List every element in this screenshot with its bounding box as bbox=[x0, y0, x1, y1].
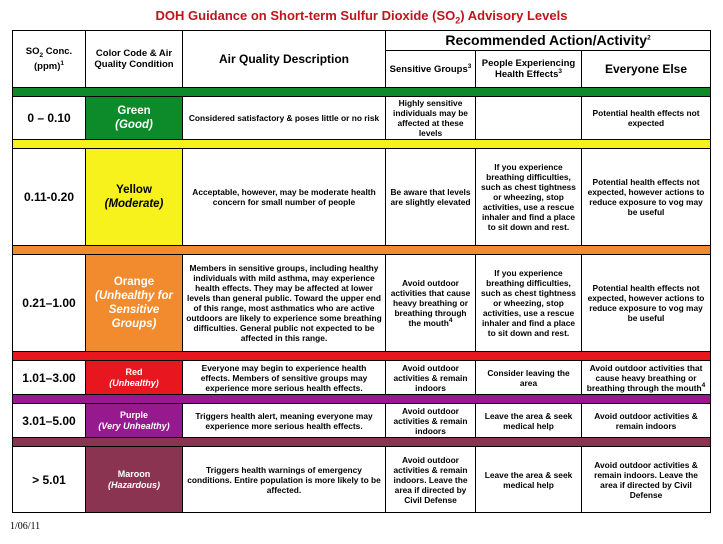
everyone-cell: Potential health effects not expected bbox=[582, 97, 711, 140]
sensitive-cell: Avoid outdoor activities that cause heavy breathing or breathing through the mouth$^4$ bbox=[386, 255, 476, 352]
color-stripe bbox=[13, 395, 711, 404]
everyone-cell: Avoid outdoor activities that cause heavy breathing or breathing through the mouth$^4$ bbox=[582, 361, 711, 395]
table-row bbox=[13, 447, 711, 513]
sensitive-cell: Avoid outdoor activities & remain indoors bbox=[386, 361, 476, 395]
people-cell: Leave the area & seek medical help bbox=[476, 404, 582, 438]
concentration-cell: 3.01–5.00 bbox=[13, 404, 86, 438]
sensitive-cell: Avoid outdoor activities & remain indoors. Leave the area if directed by Civil Defense bbox=[386, 447, 476, 513]
sensitive-cell: Be aware that levels are slightly elevated bbox=[386, 149, 476, 246]
everyone-cell: Avoid outdoor activities & remain indoors. Leave the area if directed by Civil Defense bbox=[582, 447, 711, 513]
color-stripe bbox=[13, 438, 711, 447]
concentration-cell: 0.11-0.20 bbox=[13, 149, 86, 246]
page-title: DOH Guidance on Short-term Sulfur Dioxide $(SO_2)$ Advisory Levels bbox=[155, 8, 568, 26]
people-cell: If you experience breathing difficulties, such as chest tightness or wheezing, stop activities, use a rescue inhaler and find a place to sit down and rest. bbox=[476, 255, 582, 352]
people-cell: Consider leaving the area bbox=[476, 361, 582, 395]
description-header: Air Quality Description bbox=[183, 31, 386, 88]
color-code-cell: Maroon (Hazardous) bbox=[86, 447, 183, 513]
people-cell: If you experience breathing difficulties, such as chest tightness or wheezing, stop activities, use a rescue inhaler and find a place to sit down and rest. bbox=[476, 149, 582, 246]
color-stripe bbox=[13, 140, 711, 149]
color-code-cell: Purple (Very Unhealthy) bbox=[86, 404, 183, 438]
table-row bbox=[13, 404, 711, 438]
concentration-cell: 0 – 0.10 bbox=[13, 97, 86, 140]
color-code-cell: Orange (Unhealthy for Sensitive Groups) bbox=[86, 255, 183, 352]
color-code-cell: Yellow (Moderate) bbox=[86, 149, 183, 246]
people-cell bbox=[476, 97, 582, 140]
sensitive-cell: Highly sensitive individuals may be affected at these levels bbox=[386, 97, 476, 140]
table-row bbox=[13, 149, 711, 246]
description-cell: Triggers health alert, meaning everyone may experience more serious health effects. bbox=[183, 404, 386, 438]
concentration-cell: > 5.01 bbox=[13, 447, 86, 513]
color-code-cell: Green (Good) bbox=[86, 97, 183, 140]
recommended-header: Recommended Action/Activity$^2$ bbox=[386, 31, 711, 51]
description-cell: Triggers health warnings of emergency conditions. Entire population is more likely to be affected. bbox=[183, 447, 386, 513]
color-stripe bbox=[13, 88, 711, 97]
people-header: People Experiencing Health Effects$^3$ bbox=[476, 51, 582, 88]
table-row bbox=[13, 361, 711, 395]
color-stripe bbox=[13, 352, 711, 361]
everyone-cell: Avoid outdoor activities & remain indoors bbox=[582, 404, 711, 438]
concentration-cell: 0.21–1.00 bbox=[13, 255, 86, 352]
description-cell: Acceptable, however, may be moderate health concern for small number of people bbox=[183, 149, 386, 246]
date-footer: 1/06/11 bbox=[10, 521, 41, 532]
concentration-cell: 1.01–3.00 bbox=[13, 361, 86, 395]
color-code-header: Color Code & Air Quality Condition bbox=[86, 31, 183, 88]
color-stripe bbox=[13, 246, 711, 255]
table-row bbox=[13, 97, 711, 140]
sensitive-header: Sensitive Groups$^3$ bbox=[386, 51, 476, 88]
description-cell: Members in sensitive groups, including healthy individuals with mild asthma, may experience health effects. They may be affected at lower levels than general public. Toward the upper end of this range, most asthmatics who are active outdoors are likely to experience some breathing difficulties. General public not expected to be affected in this range. bbox=[183, 255, 386, 352]
advisory-table bbox=[12, 30, 711, 513]
table-row bbox=[13, 255, 711, 352]
everyone-cell: Potential health effects not expected, however actions to reduce exposure to vog may be useful bbox=[582, 149, 711, 246]
people-cell: Leave the area & seek medical help bbox=[476, 447, 582, 513]
description-cell: Considered satisfactory & poses little or no risk bbox=[183, 97, 386, 140]
everyone-header: Everyone Else bbox=[582, 51, 711, 88]
description-cell: Everyone may begin to experience health effects. Members of sensitive groups may experience more serious health effects. bbox=[183, 361, 386, 395]
sensitive-cell: Avoid outdoor activities & remain indoors bbox=[386, 404, 476, 438]
conc-header: $SO_2$ Conc. (ppm)$^1$ bbox=[13, 31, 86, 88]
color-code-cell: Red (Unhealthy) bbox=[86, 361, 183, 395]
everyone-cell: Potential health effects not expected, however actions to reduce exposure to vog may be useful bbox=[582, 255, 711, 352]
